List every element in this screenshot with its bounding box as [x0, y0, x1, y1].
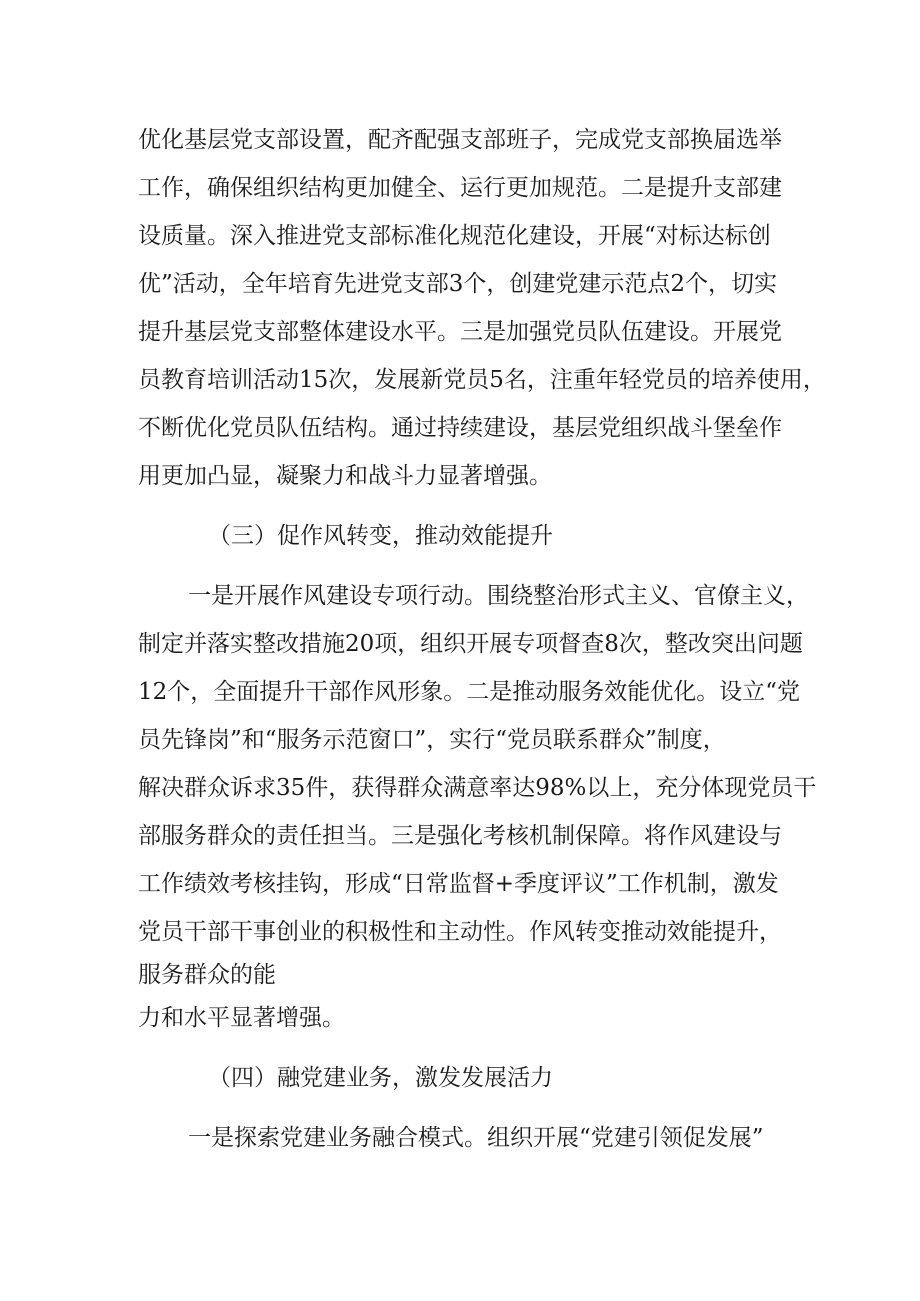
paragraph-line: 一是开展作风建设专项行动。围绕整治形式主义、官僚主义， — [188, 583, 809, 609]
paragraph-line: 提升基层党支部整体建设水平。三是加强党员队伍建设。开展党 — [138, 319, 782, 345]
paragraph-line: 员教育培训活动15次，发展新党员5名，注重年轻党员的培养使用， — [138, 367, 826, 393]
paragraph-line: 部服务群众的责任担当。三是强化考核机制保障。将作风建设与 — [138, 823, 782, 849]
paragraph-line: 优化基层党支部设置，配齐配强支部班子，完成党支部换届选举 — [138, 127, 782, 153]
section-heading: （四）融党建业务，激发发展活力 — [208, 1065, 553, 1091]
paragraph-line: 工作绩效考核挂钩，形成“日常监督+季度评议”工作机制，激发 — [138, 871, 779, 897]
paragraph-line: 设质量。深入推进党支部标准化规范化建设，开展“对标达标创 — [138, 223, 771, 249]
paragraph-line: 服务群众的能 — [138, 962, 276, 988]
paragraph-line: 员先锋岗”和“服务示范窗口”，实行“党员联系群众”制度， — [138, 727, 726, 753]
paragraph-line: 党员干部干事创业的积极性和主动性。作风转变推动效能提升， — [138, 919, 782, 945]
paragraph-line: 用更加凸显，凝聚力和战斗力显著增强。 — [138, 463, 552, 489]
paragraph-line: 力和水平显著增强。 — [138, 1005, 345, 1031]
paragraph-line: 一是探索党建业务融合模式。组织开展“党建引领促发展” — [188, 1125, 764, 1151]
section-heading: （三）促作风转变，推动效能提升 — [208, 523, 553, 549]
paragraph-line: 制定并落实整改措施20项，组织开展专项督查8次，整改突出问题 — [138, 631, 803, 657]
paragraph-line: 不断优化党员队伍结构。通过持续建设，基层党组织战斗堡垒作 — [138, 415, 782, 441]
paragraph-line: 工作，确保组织结构更加健全、运行更加规范。二是提升支部建 — [138, 175, 782, 201]
paragraph-line: 12个，全面提升干部作风形象。二是推动服务效能优化。设立“党 — [138, 679, 801, 705]
paragraph-line: 解决群众诉求35件，获得群众满意率达98%以上，充分体现党员干 — [138, 775, 817, 801]
paragraph-line: 优”活动，全年培育先进党支部3个，创建党建示范点2个，切实 — [138, 271, 778, 297]
